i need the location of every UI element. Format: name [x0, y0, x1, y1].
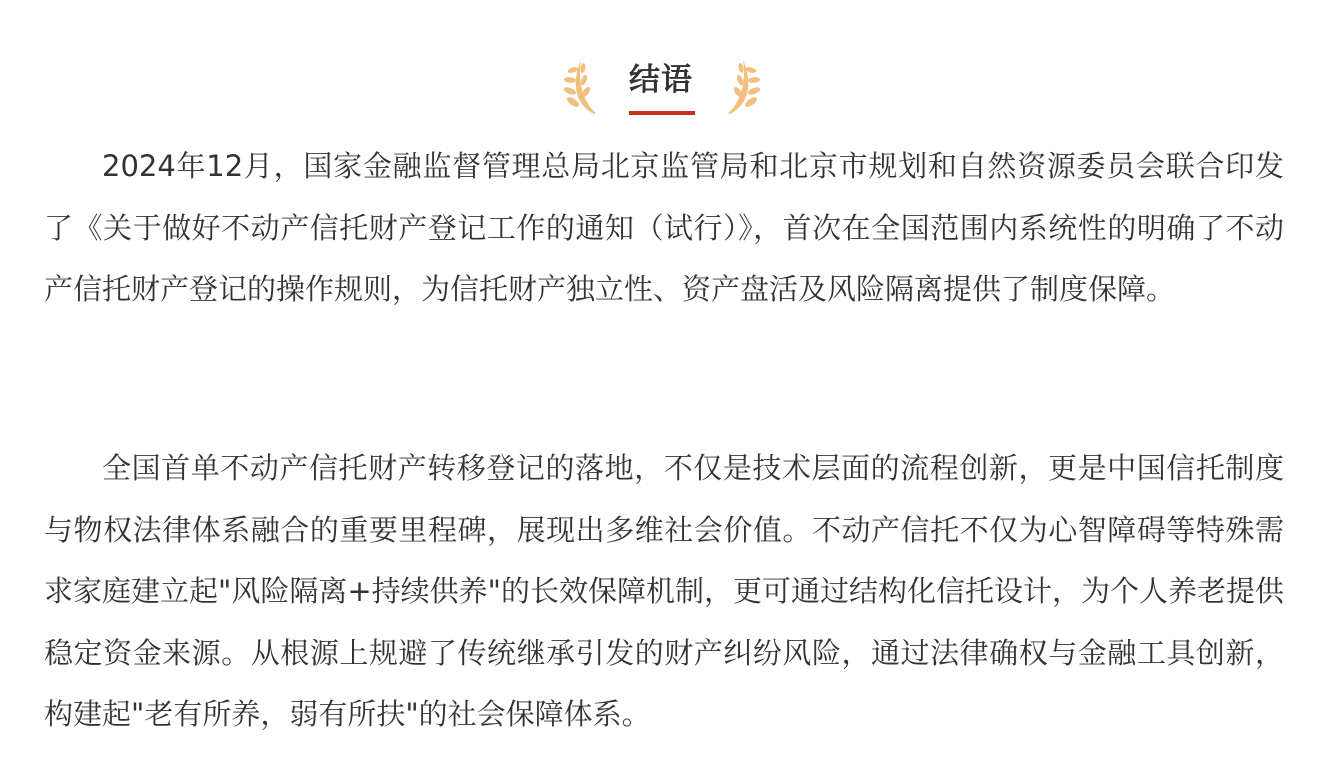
heading-title: 结语 [629, 62, 693, 98]
laurel-branch-icon [720, 58, 760, 116]
laurel-branch-icon [564, 58, 604, 116]
heading-underline [629, 111, 695, 115]
paragraph-2: 全国首单不动产信托财产转移登记的落地，不仅是技术层面的流程创新，更是中国信托制度与物权法律体系融合的重要里程碑，展现出多维社会价值。不动产信托不仅为心智障碍等特殊需求家庭建立起"风险隔离+持续供养"的长效保障机制，更可通过结构化信托设计，为个人养老提供稳定资金来源。从根源上规避了传统继承引发的财产纠纷风险，通过法律确权与金融工具创新，构建起"老有所养，弱有所扶"的社会保障体系。 [44, 451, 1284, 731]
paragraph-1: 2024年12月，国家金融监督管理总局北京监管局和北京市规划和自然资源委员会联合印发了《关于做好不动产信托财产登记工作的通知（试行）》，首次在全国范围内系统性的明确了不动产信托财产登记的操作规则，为信托财产独立性、资产盘活及风险隔离提供了制度保障。 [44, 149, 1284, 306]
section-heading [0, 56, 1337, 118]
